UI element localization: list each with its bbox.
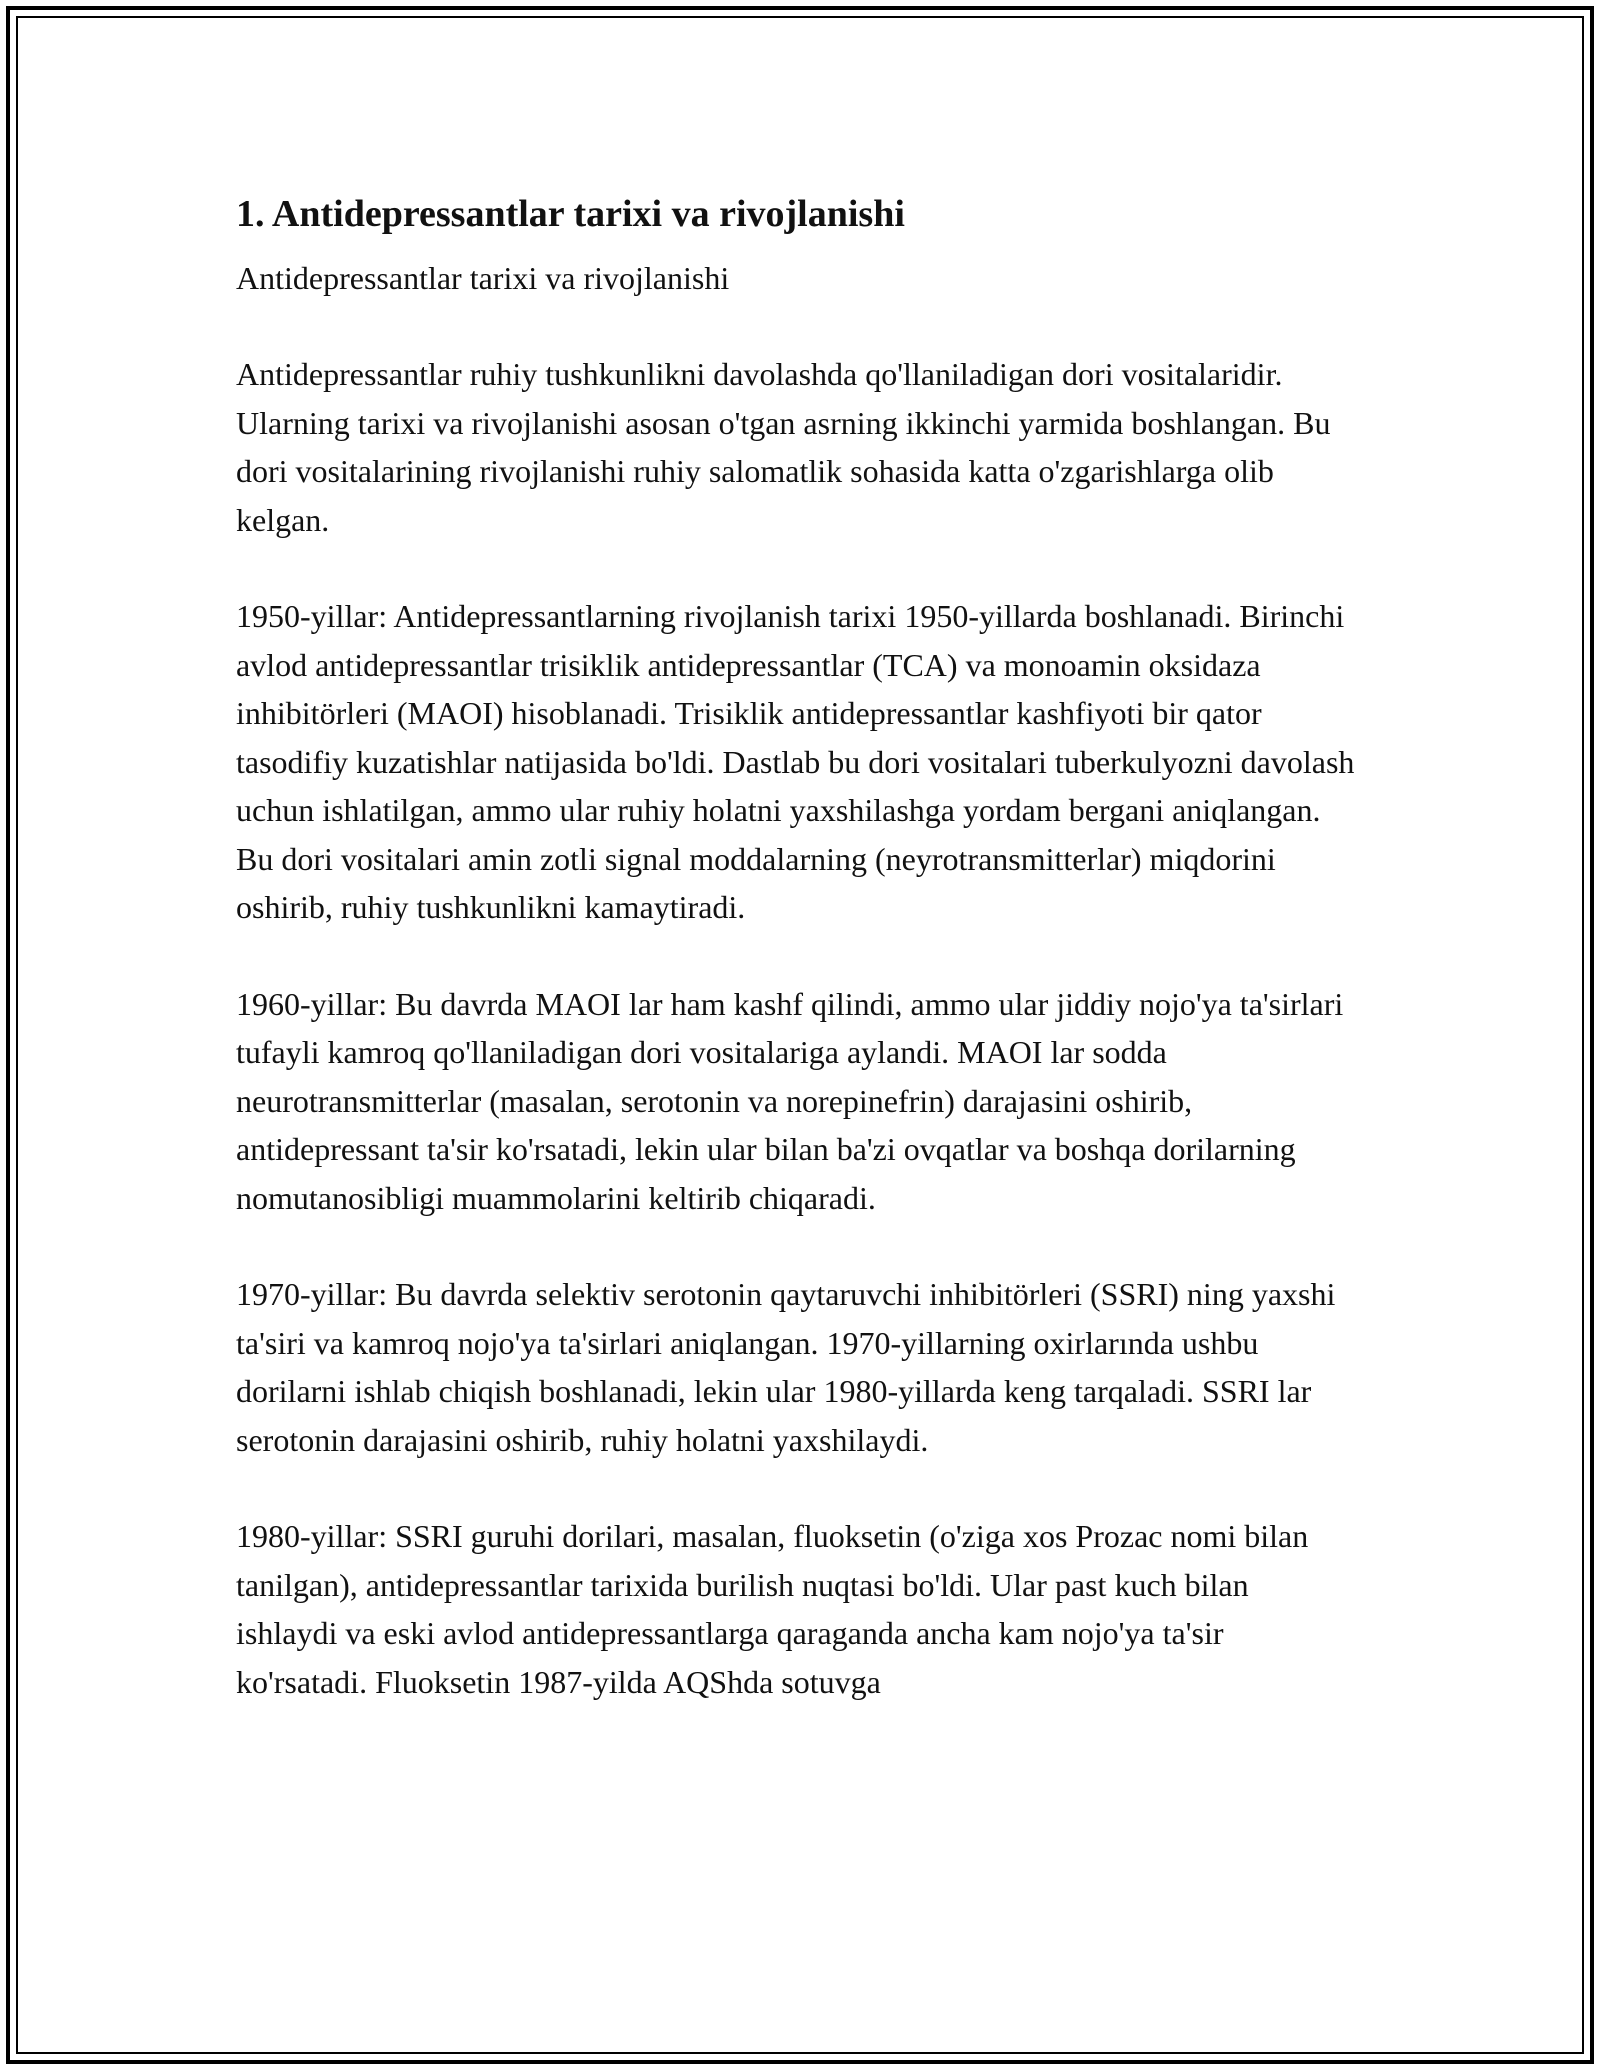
section-subtitle: Antidepressantlar tarixi va rivojlanishi (236, 260, 730, 296)
paragraph-intro: Antidepressantlar ruhiy tushkunlikni davolashda qo'llaniladigan dori vositalaridir. Ularning tarixi va rivojlanishi asosan o'tgan asrning ikkinchi yarmida boshlangan. Bu dori vositalarining rivojlanishi ruhiy salomatlik sohasida katta o'zgarishlarga olib kelgan. (236, 356, 1331, 538)
paragraph-1950s: 1950-yillar: Antidepressantlarning rivojlanish tarixi 1950-yillarda boshlanadi. Birinchi avlod antidepressantlar trisiklik antidepressantlar (TCA) va monoamin oksidaza inhibitörleri (MAOI) hisoblanadi. Trisiklik antidepressantlar kashfiyoti bir qator tasodifiy kuzatishlar natijasida bo'ldi. Dastlab bu dori vositalari tuberkulyozni davolash uchun ishlatilgan, ammo ular ruhiy holatni yaxshilashga yordam bergani aniqlangan. Bu dori vositalari amin zotli signal moddalarning (neyrotransmitterlar) miqdorini oshirib, ruhiy tushkunlikni kamaytiradi. (236, 598, 1355, 925)
paragraph-1960s: 1960-yillar: Bu davrda MAOI lar ham kashf qilindi, ammo ular jiddiy nojo'ya ta'sirlari tufayli kamroq qo'llaniladigan dori vositalariga aylandi. MAOI lar sodda neurotransmitterlar (masalan, serotonin va norepinefrin) darajasini oshirib, antidepressant ta'sir ko'rsatadi, lekin ular bilan ba'zi ovqatlar va boshqa dorilarning nomutanosibligi muammolarini keltirib chiqaradi. (236, 985, 1344, 1216)
document-body (236, 188, 1356, 1754)
section-heading: 1. Antidepressantlar tarixi va rivojlanishi (236, 193, 905, 235)
paragraph-1970s: 1970-yillar: Bu davrda selektiv serotonin qaytaruvchi inhibitörleri (SSRI) ning yaxshi ta'siri va kamroq nojo'ya ta'sirlari aniqlangan. 1970-yillarning oxirlarında ushbu dorilarni ishlab chiqish boshlanadi, lekin ular 1980-yillarda keng tarqaladi. SSRI lar serotonin darajasini oshirib, ruhiy holatni yaxshilaydi. (236, 1276, 1336, 1458)
paragraph-1980s: 1980-yillar: SSRI guruhi dorilari, masalan, fluoksetin (o'ziga xos Prozac nomi bilan tanilgan), antidepressantlar tarixida burilish nuqtasi bo'ldi. Ular past kuch bilan ishlaydi va eski avlod antidepressantlarga qaraganda ancha kam nojo'ya ta'sir ko'rsatadi. Fluoksetin 1987-yilda AQShda sotuvga (236, 1518, 1309, 1700)
